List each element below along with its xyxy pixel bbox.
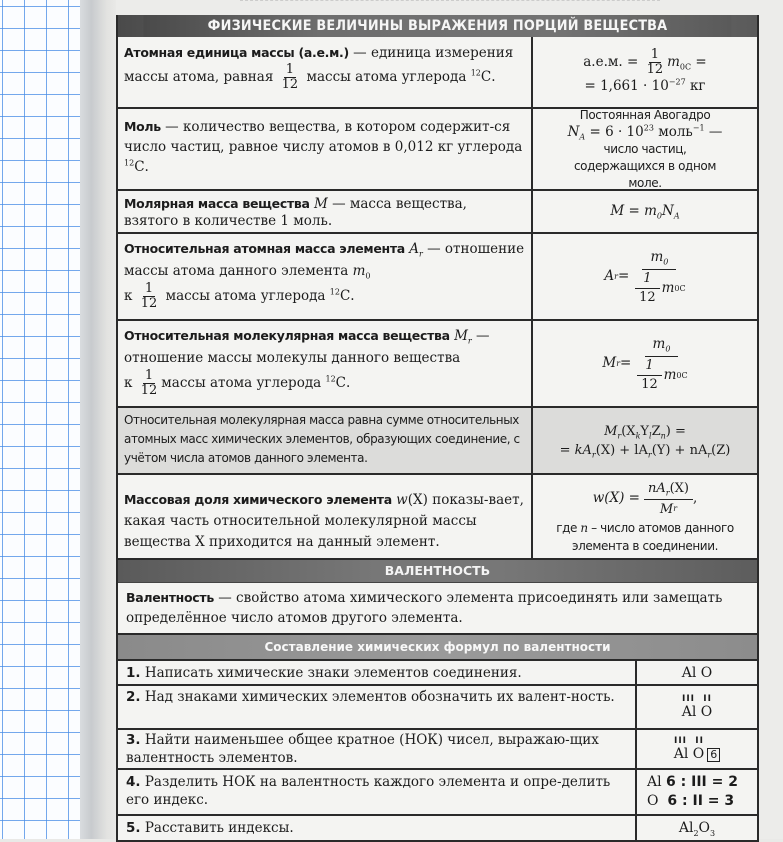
avogadro-constant: Постоянная Авогадро $N_A = 6 \cdot 10^{23}$ моль$^{-1}$ — число частиц, содержащихся в одном моле. xyxy=(567,107,723,190)
page-top-edge xyxy=(240,0,660,7)
row-atomic-mass-unit: Атомная единица массы (а.е.м.) — единица измерения массы атома, равная $\frac{1}{12}$ массы атома углерода $^{12}$С. а.е.м. = $\frac{1}{12}$ $m_{0С}$ = = $1,661 \cdot 10^{-27}$ кг xyxy=(118,37,757,107)
valence-step-4: 4. Разделить НОК на валентность каждого элемента и опре-делить его индекс. Al 6 : III = 2 O 6 : II = 3 xyxy=(118,768,757,814)
book-gutter xyxy=(80,0,118,839)
valence-marks: III II xyxy=(681,694,712,704)
term: Относительная атомная масса элемента xyxy=(124,241,405,256)
term: Валентность xyxy=(126,590,214,605)
term: Относительная молекулярная масса вещества xyxy=(124,328,450,343)
formula-aem: а.е.м. = $\frac{1}{12}$ $m_{0С}$ = = $1,661 \cdot 10^{-27}$ кг xyxy=(583,47,707,94)
valence-step-5: 5. Расставить индексы. $Al_2O_3$ xyxy=(118,814,757,840)
graph-paper-background xyxy=(0,0,86,839)
term: Молярная масса вещества xyxy=(124,196,310,211)
fraction: $\frac{1}{12}$ xyxy=(281,62,299,92)
formula-ar: A r = $m_0$ $\frac{1}{12}$ m 0С xyxy=(604,249,686,305)
term: Массовая доля химического элемента xyxy=(124,492,392,507)
valence-section-header: ВАЛЕНТНОСТЬ xyxy=(118,558,757,582)
row-relative-molecular-mass: Относительная молекулярная масса вещества $M_r$ — отношение массы молекулы данного вещества к $\frac{1}{12}$ массы атома углерода $^{12}$С. M r = $m_0$ $\frac{1}{12}$ m 0С xyxy=(118,319,757,406)
formula-sum: $M_r(X_kY_lZ_n)$ = = $kA_r(X) + lA_r(Y) + nA_r(Z)$ xyxy=(559,423,731,460)
row-mole: Моль — количество вещества, в котором содержит-ся число частиц, равное числу атомов в 0,012 кг углерода $^{12}$С. Постоянная Авогадро $N_A = 6 \cdot 10^{23}$ моль$^{-1}$ — число частиц, содержащихся в одном моле. xyxy=(118,107,757,189)
valence-definition: Валентность — свойство атома химического элемента присоединять или замещать определённое число атомов другого элемента. xyxy=(118,582,757,633)
valence-step-2: 2. Над знаками химических элементов обозначить их валент-ность. III II Al O xyxy=(118,684,757,728)
formula-mass-fraction: w(X) = $nA_r(X)$ M r , где n – число атомов данного элемента в соединении. xyxy=(556,480,734,553)
formula-molar-mass: $M = m_0N_A$ xyxy=(610,203,680,221)
lcm-box: 6 xyxy=(707,748,720,762)
term: Атомная единица массы (а.е.м.) xyxy=(124,45,349,60)
row-mass-fraction: Массовая доля химического элемента w(X) показы-вает, какая часть относительной молекулярной массы вещества X приходится на данный элемент. w(X) = $nA_r(X)$ M r , где n – число атомов данного элемента в соединении. xyxy=(118,473,757,558)
row-molar-mass: Молярная масса вещества M — масса вещества, взятого в количестве 1 моль. $M = m_0N_A$ xyxy=(118,189,757,232)
term: Моль xyxy=(124,119,161,134)
reference-table xyxy=(116,15,759,842)
formula-mr: M r = $m_0$ $\frac{1}{12}$ m 0С xyxy=(602,336,688,392)
valence-step-3: 3. Найти наименьшее общее кратное (НОК) чисел, выражаю-щих валентность элементов. III II Al O 6 xyxy=(118,728,757,768)
table-title: ФИЗИЧЕСКИЕ ВЕЛИЧИНЫ ВЫРАЖЕНИЯ ПОРЦИЙ ВЕЩЕСТВА xyxy=(144,15,732,37)
row-molecular-mass-sum: Относительная молекулярная масса равна сумме относительных атомных масс химических элементов, образующих соединение, с учётом числа атомов данного элемента. $M_r(X_kY_lZ_n)$ = = $kA_r(X) + lA_r(Y) + nA_r(Z)$ xyxy=(118,406,757,473)
row-relative-atomic-mass: Относительная атомная масса элемента $A_r$ — отношение массы атома данного элемента $m_0$ к $\frac{1}{12}$ массы атома углерода $^{12}$С. A r = $m_0$ $\frac{1}{12}$ m 0С xyxy=(118,232,757,319)
valence-marks: III II xyxy=(673,736,704,746)
valence-step-1: 1. Написать химические знаки элементов соединения. Al O xyxy=(118,659,757,684)
valence-subheader: Составление химических формул по валентности xyxy=(118,633,757,659)
